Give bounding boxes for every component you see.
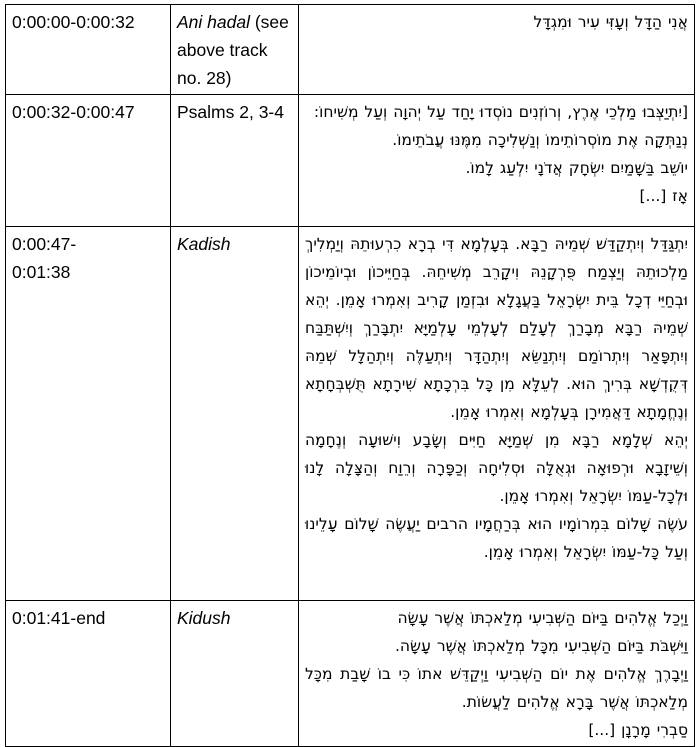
- title-cell: [171, 5, 299, 95]
- hebrew-paragraph: יִתְגַּדַּל וְיִתְקַדַּשׁ שְׁמֵיהּ רַבָּא. בְּעָלְמָא דִּי בְרָא כִרְעוּתֵהּ וְיַמְלִיךְ מַלְכוּתֵהּ וְיַצְמַח פֻּרְקָנֵהּ וִיקָרֵב מְשִׁיחֵהּ. בְּחַיֵּיכוֹן וּבְיוֹמֵיכוֹן וּבְחַיֵּי דְכָל בֵּית יִשְׂרָאֵל בַּעֲגָלָא וּבִזְמַן קָרִיב וְאִמְרוּ אָמֵן. יְהֵא שְׁמֵיהּ רַבָּא מְבָרַךְ לְעָלַם לְעָלְמֵי עָלְמַיָּא יִתְבָּרַךְ וְיִשְׁתַּבַּח וְיִתְפָּאַר וְיִתְרוֹמַם וְיִתְנַשֵּׂא וְיִתְהַדָּר וְיִתְעַלֶּה וְיִתְהַלָּל שְׁמֵהּ דְּקֻדְשָׁא בְּרִיךְ הוּא. לְעֵלָּא מִן כָּל בִּרְכָתָא שִׁירָתָא תֻּשְׁבְּחָתָא וְנֶחֱמָתָא דַּאֲמִירָן בְּעָלְמָא וְאִמְרוּ אָמֵן.: [305, 235, 688, 421]
- table-row: [6, 95, 695, 227]
- hebrew-paragraph: עֹשֶׂה שָׁלוֹם בִּמְרוֹמָיו הוּא בְּרַחֲמָיו הרבים יַעֲשֶׂה שָׁלוֹם עָלֵינוּ וְעַל כָּל-עַמּוֹ יִשְׂרָאֵל וְאִמְרוּ אָמֵן.: [305, 515, 688, 561]
- text-cell: [299, 601, 695, 747]
- timecode: 0:01:41-end: [12, 608, 106, 628]
- hebrew-line: וַיִּשְׁבֹּת בַּיּוֹם הַשְּׁבִיעִי מִכָּל מְלַאכְתּוֹ אֲשֶׁר עָשָׂה.: [395, 637, 688, 655]
- time-cell: [6, 601, 171, 747]
- hebrew-line: יוֹשֵׁב בַּשָּׁמַיִם יִשְׂחָק אֲדֹנָי יִלְעַג לָמוֹ.: [465, 159, 688, 177]
- title-cell: [171, 227, 299, 601]
- hebrew-line: וַיְכַל אֱלֹהִים בַּיּוֹם הַשְּׁבִיעִי מְלַאכְתּוֹ אֲשֶׁר עָשָׂה: [397, 609, 688, 627]
- table-row: [6, 227, 695, 601]
- hebrew-line: וַיְבָרֶךְ אֱלֹהִים אֶת יוֹם הַשְּׁבִיעִי וַיְקַדֵּשׁ אתוֹ כִּי בוֹ שָׁבַת מִכָּל מְלַאכְתּוֹ אֲשֶׁר בָּרָא אֱלֹהִים לַעֲשׂוֹת.: [305, 665, 688, 711]
- time-cell: [6, 227, 171, 601]
- hebrew-line: סַבְרִי מָרָנָן [...]: [588, 721, 688, 739]
- track-title: Ani hadal: [177, 12, 250, 32]
- text-cell: [299, 5, 695, 95]
- hebrew-paragraph: יְהֵא שְׁלָמָא רַבָּא מִן שְׁמַיָּא חַיִּים וְשָׂבָע וִישׁוּעָה וְנֶחָמָה וְשֵׁיזָבָא וּרְפוּאָה וּגְאֻלָּה וּסְלִיחָה וְכַפָּרָה וְרֵוַח וְהַצָּלָה לָנוּ וּלְכָל-עַמּוֹ יִשְׂרָאֵל וְאִמְרוּ אָמֵן.: [305, 431, 688, 505]
- time-cell: [6, 5, 171, 95]
- timecode: 0:00:00-0:00:32: [12, 12, 135, 32]
- track-title: Kadish: [177, 234, 231, 254]
- table-row: [6, 5, 695, 95]
- timecode: 0:00:32-0:00:47: [12, 102, 135, 122]
- track-title: Kidush: [177, 608, 231, 628]
- hebrew-line: נְנַתְּקָה אֶת מוֹסְרוֹתֵימוֹ וְנַשְׁלִיכָה מִמֶּנּוּ עֲבֹתֵימוֹ.: [392, 131, 688, 149]
- title-cell: [171, 95, 299, 227]
- timecode: 0:00:47-0:01:38: [12, 234, 77, 282]
- text-cell: [299, 95, 695, 227]
- track-table: [5, 4, 695, 747]
- text-cell: [299, 227, 695, 601]
- track-title-note: (see above track no. 28): [177, 12, 289, 88]
- track-title: Psalms 2, 3-4: [177, 102, 284, 122]
- table-row: [6, 601, 695, 747]
- hebrew-line: [יִתְיַצְּבוּ מַלְכֵי אֶרֶץ, וְרוֹזְנִים נוֹסְדוּ יָחַד עַל יְהוָה וְעַל מְשִׁיחוֹ:: [313, 103, 688, 121]
- title-cell: [171, 601, 299, 747]
- hebrew-line: אָז [...]: [639, 187, 688, 205]
- time-cell: [6, 95, 171, 227]
- hebrew-line: אֲנִי הַדָּל וְעָזִּי עִיר וּמִגְדָּל: [533, 13, 688, 31]
